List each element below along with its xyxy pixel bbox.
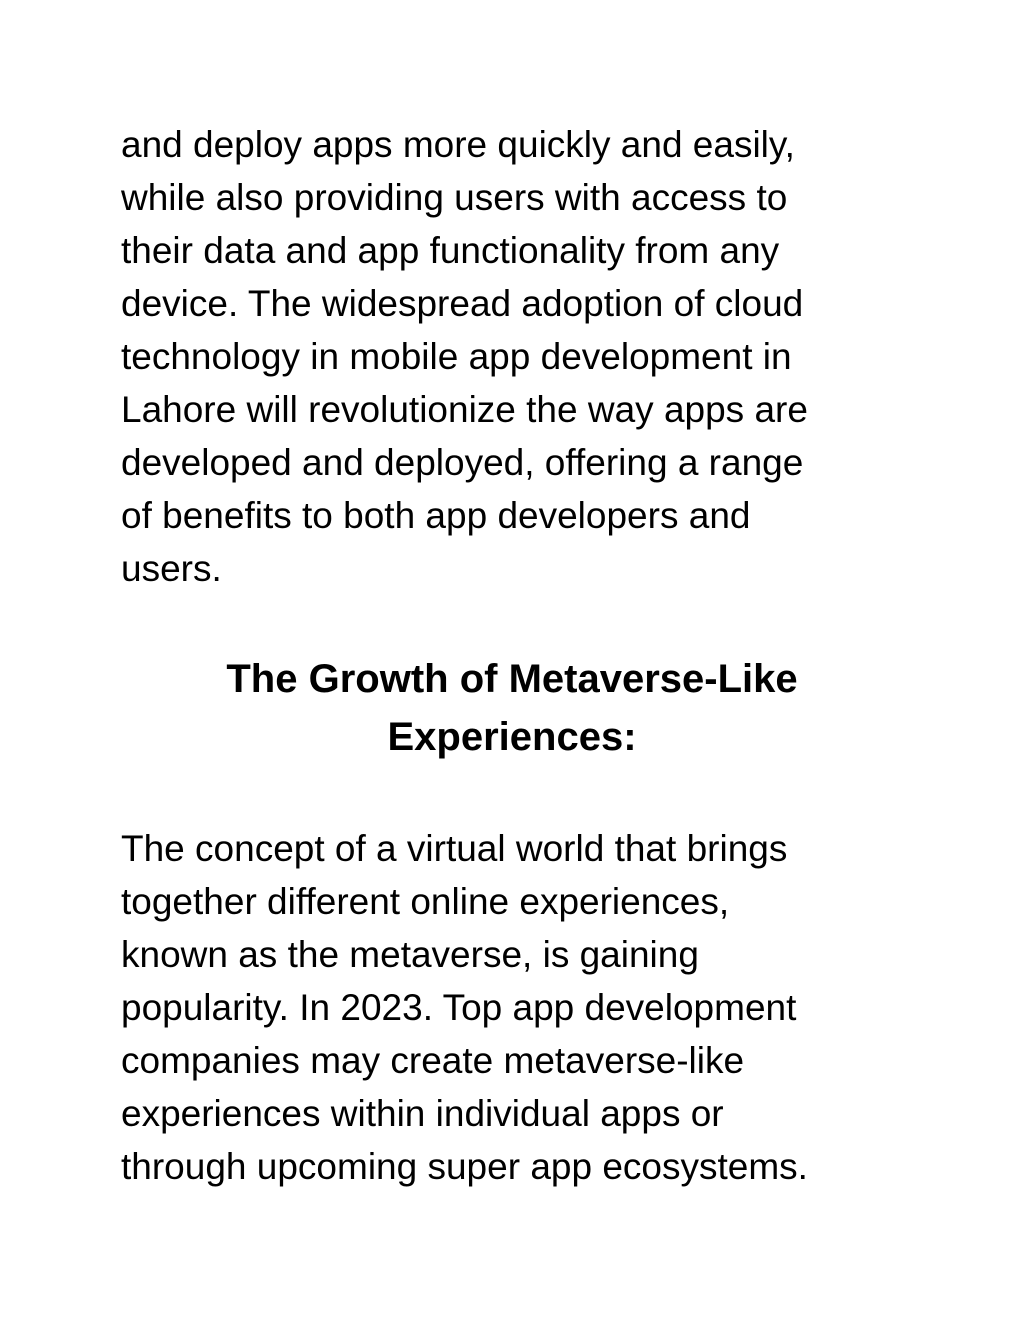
text-line: Lahore will revolutionize the way apps are (121, 389, 808, 430)
section-heading (0, 650, 1024, 766)
text-line: developed and deployed, offering a range (121, 442, 804, 483)
text-line: experiences within individual apps or (121, 1093, 724, 1134)
heading-line: Experiences: (387, 715, 637, 759)
text-line: device. The widespread adoption of cloud (121, 283, 804, 324)
text-line: their data and app functionality from any (121, 230, 780, 271)
text-line: The concept of a virtual world that brings (121, 828, 788, 869)
text-line: known as the metaverse, is gaining (121, 934, 699, 975)
text-line: while also providing users with access to (121, 177, 788, 218)
text-line: together different online experiences, (121, 881, 730, 922)
text-line: popularity. In 2023. Top app development (121, 987, 797, 1028)
body-paragraph-metaverse (121, 822, 901, 1193)
text-line: users. (121, 548, 222, 589)
text-line: technology in mobile app development in (121, 336, 792, 377)
text-line: of benefits to both app developers and (121, 495, 751, 536)
heading-line: The Growth of Metaverse-Like (226, 657, 798, 701)
text-line: companies may create metaverse-like (121, 1040, 745, 1081)
body-paragraph-cloud (121, 118, 901, 595)
text-line: and deploy apps more quickly and easily, (121, 124, 795, 165)
text-line: through upcoming super app ecosystems. (121, 1146, 808, 1187)
